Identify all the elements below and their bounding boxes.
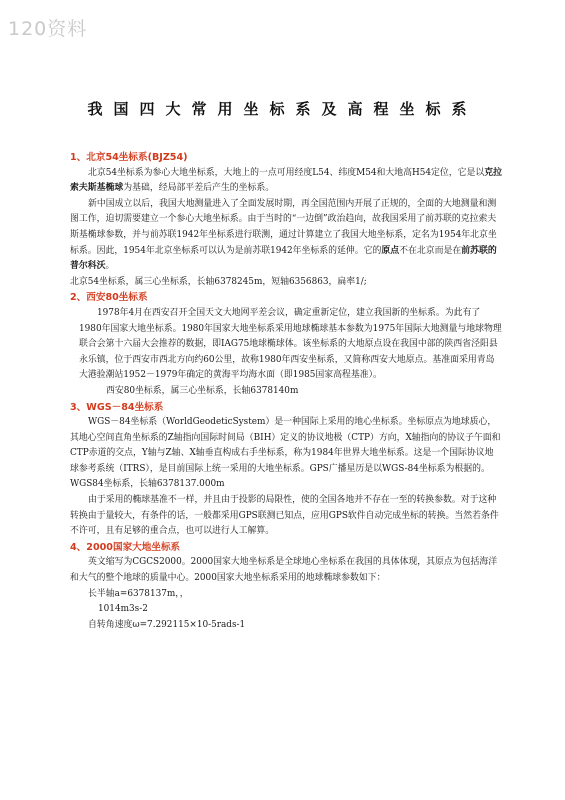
paragraph: WGS－84坐标系（WorldGeodeticSystem）是一种国际上采用的地心坐标系。坐标原点为地球质心，其地心空间直角坐标系的Z轴指向国际时间局（BIH）定义的协议地极（CTP）方向，X轴指向的协议子午面和CTP赤道的交点，Y轴与Z轴、X轴垂直构成右手坐标系，称为1984年世界大地坐标系。这是一个国际协议地球参考系统（ITRS），是目前国际上统一采用的大地坐标系。GPS广播星历是以WGS-84坐标系为根据的。 [70, 417, 501, 474]
paragraph: 由于采用的椭球基准不一样，并且由于投影的局限性，使的全国各地并不存在一至的转换参数。对于这种转换由于量较大，有条件的话，一般都采用GPS联测已知点，应用GPS软件自动完成坐标的转换。当然若条件不许可，且有足够的重合点，也可以进行人工解算。 [70, 495, 499, 537]
paragraph: 英文缩写为CGCS2000。2000国家大地坐标系是全球地心坐标系在我国的具体体现，其原点为包括海洋和大气的整个地球的质量中心。2000国家大地坐标系采用的地球椭球参数如下： [70, 557, 498, 584]
paragraph: 新中国成立以后，我国大地测量进入了全面发展时期，再全国范围内开展了正规的，全面的大地测量和测图工作，迫切需要建立一个参心大地坐标系。由于当时的“一边倒”政治趋向，故我国采用了前苏联的克拉索夫斯基椭球参数，并与前苏联1942年坐标系进行联测，通过计算建立了我国大地坐标系，定名为1954年北京坐标系。因此，1954年北京坐标系可以认为是前苏联1942年坐标系的延伸。它的原点不在北京而是在前苏联的普尔科沃。 [70, 198, 497, 272]
section-heading-wgs84: 3、WGS－84坐标系 [70, 401, 164, 413]
section-heading-xian80: 2、西安80坐标系 [70, 292, 148, 304]
document-title: 我国四大常用坐标系及高程坐标系 [87, 100, 478, 118]
section-heading-beijing54: 1、北京54坐标系(BJZ54) [70, 152, 188, 163]
parameter-line: 自转角速度ω=7.292115×10-5rads-1 [88, 619, 246, 630]
paragraph: 北京54坐标系，属三心坐标系，长轴6378245m，短轴6356863，扁率1/; [70, 276, 367, 287]
paragraph: 北京54坐标系为参心大地坐标系，大地上的一点可用经度L54、纬度M54和大地高H54定位，它是以克拉索夫斯基椭球为基础，经局部平差后产生的坐标系。 [70, 167, 503, 194]
parameter-line: 1014m3s-2 [98, 604, 148, 615]
paragraph: 1978年4月在西安召开全国天文大地网平差会议，确定重新定位，建立我国新的坐标系。为此有了1980年国家大地坐标系。1980年国家大地坐标系采用地球椭球基本参数为1975年国际大地测量与地球物理联合会第十六届大会推荐的数据，即IAG75地球椭球体。该坐标系的大地原点设在我国中部的陕西省泾阳县永乐镇，位于西安市西北方向约60公里，故称1980年西安坐标系，又简称西安大地原点。基准面采用青岛大港验潮站1952－1979年确定的黄海平均海水面（即1985国家高程基准）。 [79, 307, 502, 381]
paragraph: WGS84坐标系，长轴6378137.000m [70, 479, 225, 490]
watermark: 120资料 [8, 18, 88, 40]
section-heading-cgcs2000: 4、2000国家大地坐标系 [70, 541, 181, 553]
parameter-line: 长半轴a=6378137m，， [88, 588, 189, 599]
paragraph: 西安80坐标系，属三心坐标系，长轴6378140m [106, 385, 299, 396]
document-body [70, 150, 502, 633]
